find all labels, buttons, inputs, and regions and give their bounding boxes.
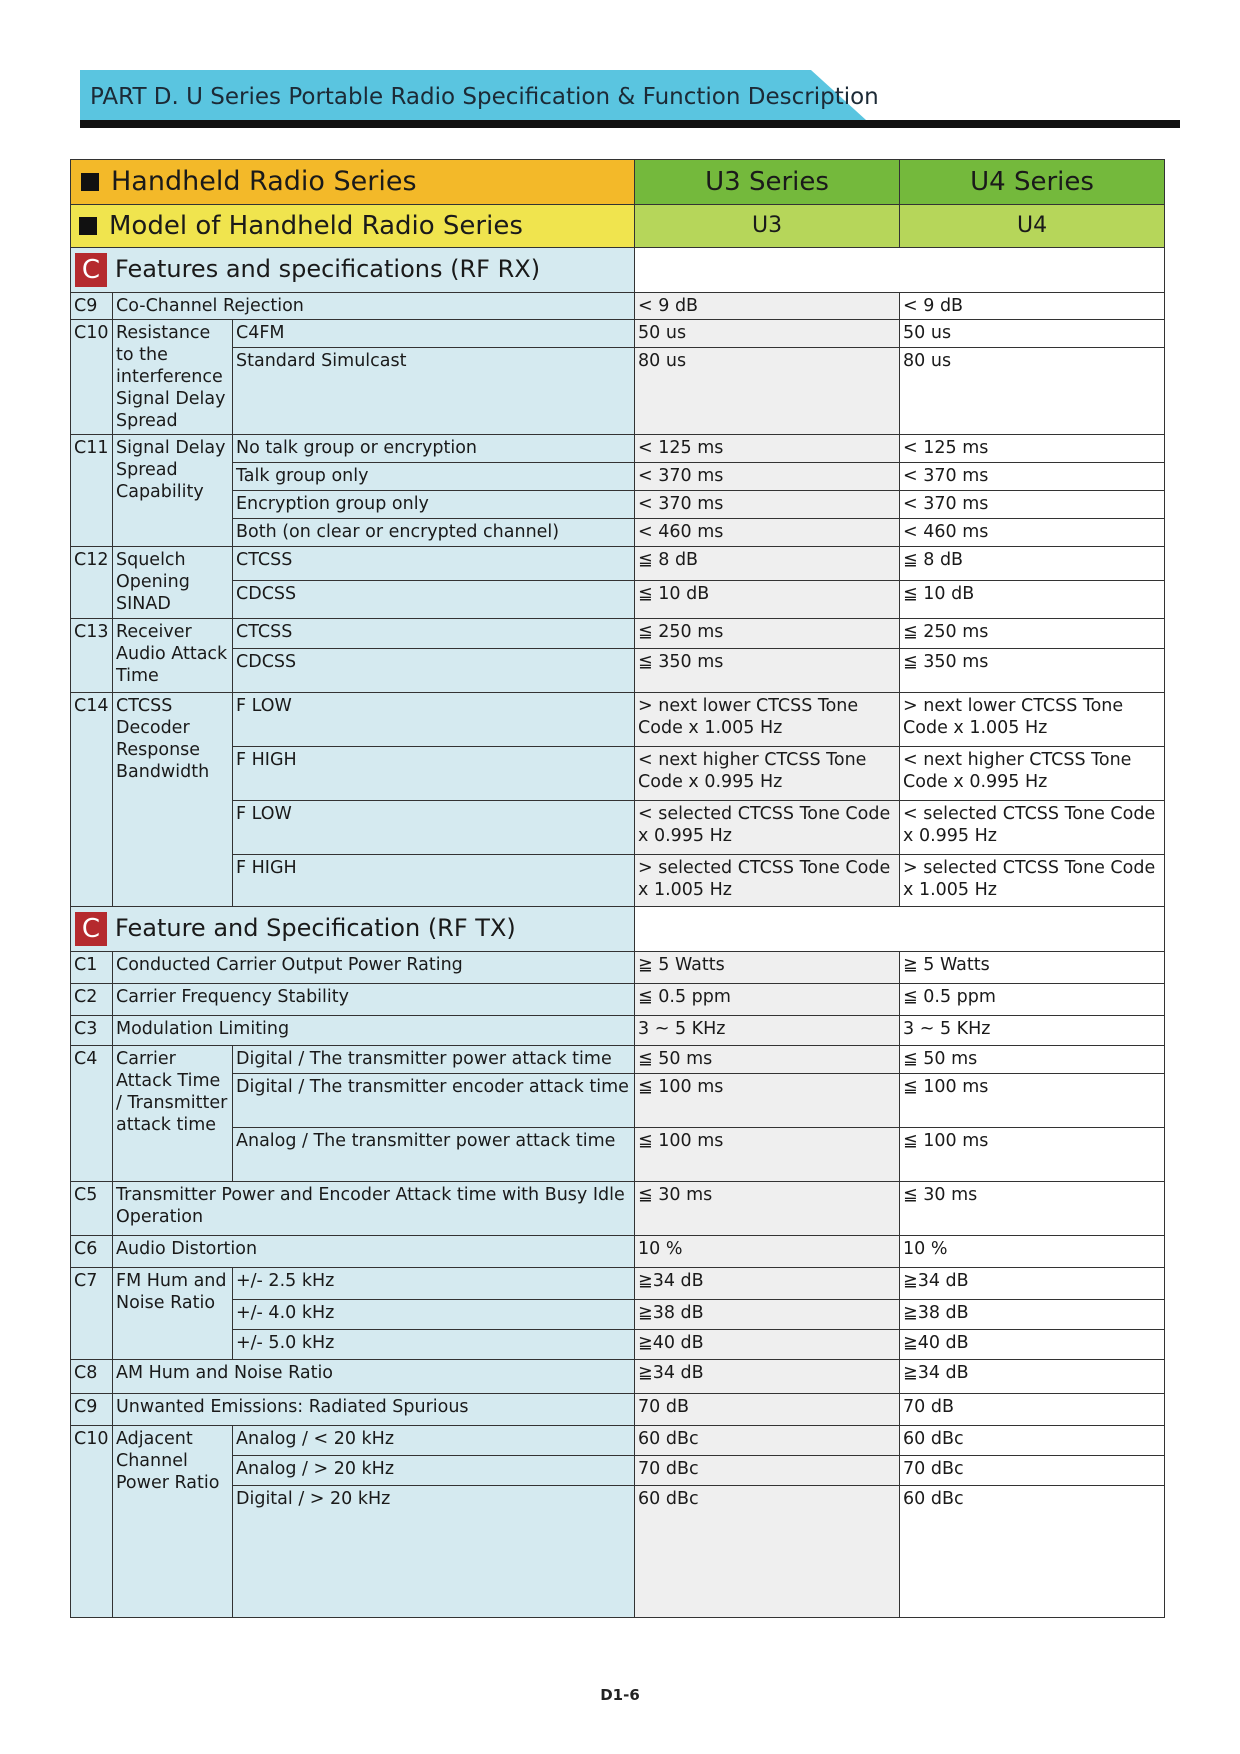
page-number: D1-6 [600,1686,640,1704]
u4-value: 60 dBc [900,1486,1165,1618]
u3-value: ≦ 250 ms [635,619,900,649]
u3-value: > selected CTCSS Tone Code x 1.005 Hz [635,855,900,907]
table-row [71,801,1165,855]
table-row [71,1074,1165,1128]
spec-code: C11 [71,435,113,547]
spec-code: C9 [71,293,113,320]
tx-section-title-cell [71,907,635,952]
table-row [71,1268,1165,1300]
u3-value: ≦ 100 ms [635,1128,900,1182]
rx-section-row [71,248,1165,293]
spec-name: Unwanted Emissions: Radiated Spurious [113,1394,635,1426]
u3-model-header: U3 [635,205,900,248]
u3-value: ≦ 50 ms [635,1046,900,1074]
u4-value: < 370 ms [900,463,1165,491]
u4-value: ≦ 0.5 ppm [900,984,1165,1016]
section-badge-icon: C [75,912,107,946]
spec-code: C14 [71,693,113,907]
u4-value: 60 dBc [900,1426,1165,1456]
u4-series-header: U4 Series [900,160,1165,205]
u4-value: > next lower CTCSS Tone Code x 1.005 Hz [900,693,1165,747]
u4-value: ≧34 dB [900,1268,1165,1300]
u4-value: ≧38 dB [900,1300,1165,1330]
u4-value: 70 dBc [900,1456,1165,1486]
spec-table [70,159,1165,1618]
spec-name: Signal Delay Spread Capability [113,435,233,547]
spec-name: Adjacent Channel Power Ratio [113,1426,233,1618]
table-row [71,320,1165,348]
u4-value: ≦ 8 dB [900,547,1165,581]
u4-value: 70 dB [900,1394,1165,1426]
tx-section-row [71,907,1165,952]
series-header-label-cell [71,160,635,205]
spec-sub-item: Talk group only [233,463,635,491]
spec-name: Conducted Carrier Output Power Rating [113,952,635,984]
spec-sub-item: CDCSS [233,581,635,619]
u3-value: 60 dBc [635,1486,900,1618]
u3-value: > next lower CTCSS Tone Code x 1.005 Hz [635,693,900,747]
tx-section-blank [635,907,1165,952]
table-row [71,1046,1165,1074]
rx-section-title: Features and specifications (RF RX) [115,255,541,283]
spec-code: C13 [71,619,113,693]
u4-value: 80 us [900,348,1165,435]
u4-value: < 125 ms [900,435,1165,463]
table-row [71,619,1165,649]
u3-value: 10 % [635,1236,900,1268]
model-header-label-cell [71,205,635,248]
spec-code: C10 [71,1426,113,1618]
table-row [71,1426,1165,1456]
u4-value: > selected CTCSS Tone Code x 1.005 Hz [900,855,1165,907]
u3-value: 3 ~ 5 KHz [635,1016,900,1046]
u4-value: < 9 dB [900,293,1165,320]
u4-value: ≦ 100 ms [900,1074,1165,1128]
u4-value: ≦ 10 dB [900,581,1165,619]
u3-value: 50 us [635,320,900,348]
u3-value: < 125 ms [635,435,900,463]
model-header-row [71,205,1165,248]
u3-value: 60 dBc [635,1426,900,1456]
table-row [71,463,1165,491]
u3-value: < 370 ms [635,491,900,519]
spec-code: C10 [71,320,113,435]
spec-sub-item: Standard Simulcast [233,348,635,435]
spec-name: Transmitter Power and Encoder Attack time with Busy Idle Operation [113,1182,635,1236]
table-row [71,693,1165,747]
spec-code: C9 [71,1394,113,1426]
u3-value: 70 dB [635,1394,900,1426]
u4-value: ≧40 dB [900,1330,1165,1360]
series-header-row [71,160,1165,205]
spec-name: CTCSS Decoder Response Bandwidth [113,693,233,907]
u3-value: < selected CTCSS Tone Code x 0.995 Hz [635,801,900,855]
u3-value: 80 us [635,348,900,435]
u3-value: ≦ 30 ms [635,1182,900,1236]
u3-value: ≦ 0.5 ppm [635,984,900,1016]
table-row [71,952,1165,984]
table-row [71,293,1165,320]
spec-sub-item: CDCSS [233,649,635,693]
header-rule [80,120,1180,128]
table-row [71,547,1165,581]
spec-sub-item: C4FM [233,320,635,348]
spec-code: C12 [71,547,113,619]
spec-name: FM Hum and Noise Ratio [113,1268,233,1360]
table-row [71,855,1165,907]
spec-name: Co-Channel Rejection [113,293,635,320]
u4-value: ≦ 250 ms [900,619,1165,649]
table-row [71,1486,1165,1618]
page-title: PART D. U Series Portable Radio Specification & Function Description [90,84,879,110]
table-row [71,1182,1165,1236]
spec-sub-item: CTCSS [233,619,635,649]
spec-sub-item: F LOW [233,693,635,747]
spec-code: C5 [71,1182,113,1236]
table-row [71,747,1165,801]
square-bullet-icon [79,217,97,235]
spec-name: AM Hum and Noise Ratio [113,1360,635,1394]
table-row [71,491,1165,519]
table-row [71,1236,1165,1268]
spec-sub-item: Analog / < 20 kHz [233,1426,635,1456]
spec-name: Modulation Limiting [113,1016,635,1046]
spec-sub-item: F LOW [233,801,635,855]
spec-sub-item: Both (on clear or encrypted channel) [233,519,635,547]
spec-sub-item: Digital / The transmitter encoder attack time [233,1074,635,1128]
spec-code: C3 [71,1016,113,1046]
u3-value: ≧ 5 Watts [635,952,900,984]
u3-value: < 370 ms [635,463,900,491]
u3-value: 70 dBc [635,1456,900,1486]
u4-model-header: U4 [900,205,1165,248]
series-header-label: Handheld Radio Series [111,166,417,197]
u3-value: < 9 dB [635,293,900,320]
spec-sub-item: Analog / > 20 kHz [233,1456,635,1486]
u4-value: < 370 ms [900,491,1165,519]
u3-value: ≦ 350 ms [635,649,900,693]
table-row [71,649,1165,693]
u4-value: < selected CTCSS Tone Code x 0.995 Hz [900,801,1165,855]
u4-value: < 460 ms [900,519,1165,547]
table-row [71,581,1165,619]
table-row [71,1128,1165,1182]
spec-name: Receiver Audio Attack Time [113,619,233,693]
model-header-label: Model of Handheld Radio Series [109,211,523,241]
u3-value: ≦ 100 ms [635,1074,900,1128]
spec-code: C2 [71,984,113,1016]
spec-name: Audio Distortion [113,1236,635,1268]
u4-value: ≦ 30 ms [900,1182,1165,1236]
table-row [71,1394,1165,1426]
table-row [71,435,1165,463]
spec-sub-item: F HIGH [233,855,635,907]
u4-value: ≦ 100 ms [900,1128,1165,1182]
spec-name: Resistance to the interference Signal Delay Spread [113,320,233,435]
u4-value: 50 us [900,320,1165,348]
tx-section-title: Feature and Specification (RF TX) [115,914,516,942]
spec-code: C7 [71,1268,113,1360]
spec-code: C1 [71,952,113,984]
table-row [71,348,1165,435]
table-row [71,1360,1165,1394]
table-row [71,1300,1165,1330]
spec-sub-item: CTCSS [233,547,635,581]
spec-sub-item: F HIGH [233,747,635,801]
u4-value: 3 ~ 5 KHz [900,1016,1165,1046]
spec-sub-item: Digital / > 20 kHz [233,1486,635,1618]
u4-value: ≧ 5 Watts [900,952,1165,984]
u3-value: ≧40 dB [635,1330,900,1360]
spec-code: C6 [71,1236,113,1268]
u3-value: < next higher CTCSS Tone Code x 0.995 Hz [635,747,900,801]
table-row [71,1016,1165,1046]
u3-value: ≦ 8 dB [635,547,900,581]
rx-section-title-cell [71,248,635,293]
u3-series-header: U3 Series [635,160,900,205]
u4-value: < next higher CTCSS Tone Code x 0.995 Hz [900,747,1165,801]
square-bullet-icon [81,173,99,191]
u4-value: ≧34 dB [900,1360,1165,1394]
spec-code: C4 [71,1046,113,1182]
u4-value: 10 % [900,1236,1165,1268]
spec-sub-item: +/- 2.5 kHz [233,1268,635,1300]
u4-value: ≦ 50 ms [900,1046,1165,1074]
spec-sub-item: Analog / The transmitter power attack time [233,1128,635,1182]
spec-sub-item: +/- 4.0 kHz [233,1300,635,1330]
table-row [71,1456,1165,1486]
spec-sub-item: Digital / The transmitter power attack time [233,1046,635,1074]
spec-sub-item: Encryption group only [233,491,635,519]
u3-value: < 460 ms [635,519,900,547]
spec-name: Squelch Opening SINAD [113,547,233,619]
spec-name: Carrier Frequency Stability [113,984,635,1016]
rx-section-blank [635,248,1165,293]
table-row [71,1330,1165,1360]
u3-value: ≦ 10 dB [635,581,900,619]
u3-value: ≧38 dB [635,1300,900,1330]
table-row [71,519,1165,547]
spec-name: Carrier Attack Time / Transmitter attack time [113,1046,233,1182]
section-badge-icon: C [75,253,107,287]
spec-sub-item: +/- 5.0 kHz [233,1330,635,1360]
spec-code: C8 [71,1360,113,1394]
table-row [71,984,1165,1016]
u4-value: ≦ 350 ms [900,649,1165,693]
u3-value: ≧34 dB [635,1360,900,1394]
u3-value: ≧34 dB [635,1268,900,1300]
spec-sub-item: No talk group or encryption [233,435,635,463]
